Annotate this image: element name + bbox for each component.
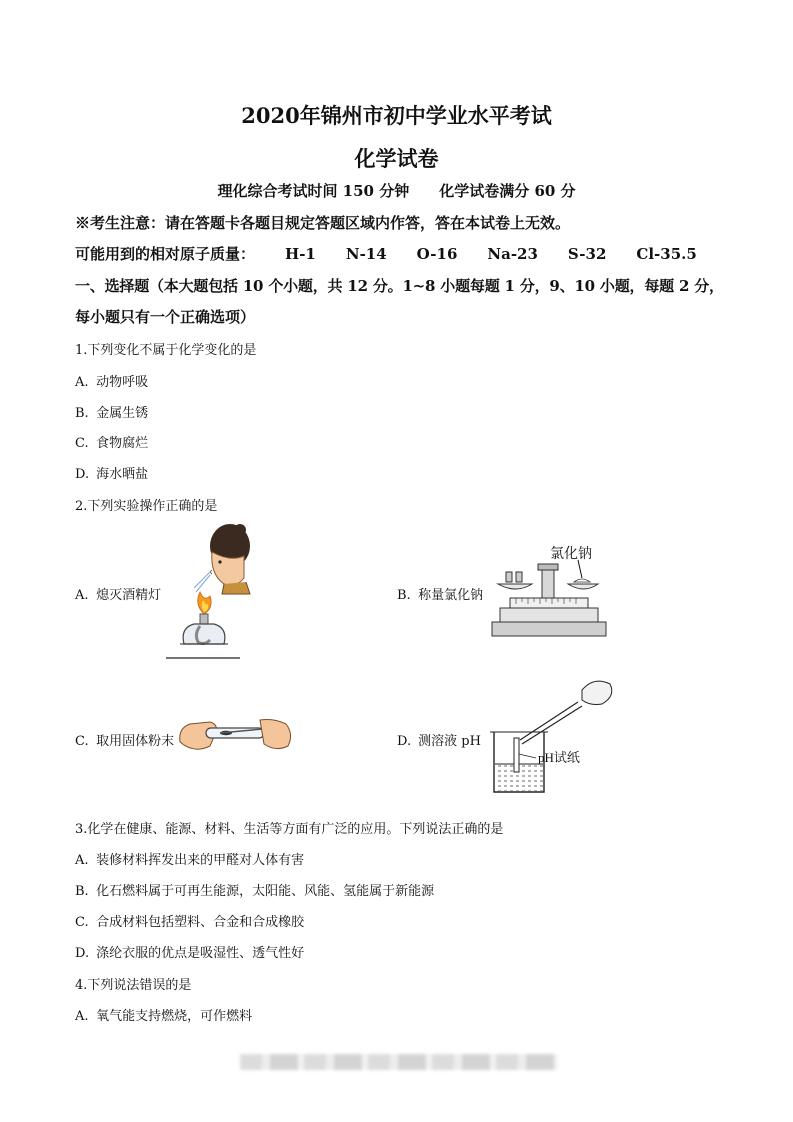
question-stem: 4.下列说法错误的是	[75, 978, 192, 993]
option-label: C.	[75, 734, 89, 749]
ph-test-illustration	[486, 674, 618, 798]
exam-notice: ※考生注意：请在答题卡各题目规定答题区域内作答，答在本试卷上无效。	[75, 214, 571, 232]
test-tube-powder-illustration	[176, 712, 296, 756]
option	[75, 584, 161, 603]
option-text: 装修材料挥发出来的甲醛对人体有害	[96, 853, 305, 868]
mass-item: Cl-35.5	[636, 245, 697, 263]
option-text: 食物腐烂	[96, 436, 149, 451]
option-text: 合成材料包括塑料、合金和合成橡胶	[96, 915, 305, 930]
score-info: 化学试卷满分 60 分	[439, 182, 576, 200]
mass-item: Na-23	[487, 245, 538, 263]
option	[75, 911, 304, 930]
option-label: A.	[75, 853, 89, 868]
question-stem: 3.化学在健康、能源、材料、生活等方面有广泛的应用。下列说法正确的是	[75, 822, 504, 837]
option-label: A.	[75, 375, 89, 390]
option-text: 取用固体粉末	[96, 734, 175, 749]
option-label: A.	[75, 588, 89, 603]
exam-title: 2020年锦州市初中学业水平考试	[241, 103, 552, 128]
option	[75, 371, 148, 390]
option	[75, 880, 434, 899]
option-label: B.	[75, 884, 89, 899]
option-text: 熄灭酒精灯	[96, 588, 162, 603]
option	[75, 432, 148, 451]
exam-info	[0, 180, 793, 201]
option-text: 涤纶衣服的优点是吸湿性、透气性好	[96, 946, 305, 961]
option-text: 氧气能支持燃烧，可作燃料	[96, 1009, 253, 1024]
option-label: B.	[75, 406, 89, 421]
option-text: 测溶液 pH	[418, 734, 481, 749]
option-text: 海水晒盐	[96, 467, 149, 482]
option	[75, 849, 304, 868]
option-text: 化石燃料属于可再生能源，太阳能、风能、氢能属于新能源	[96, 884, 435, 899]
option-label: C.	[75, 915, 89, 930]
option-label: D.	[397, 734, 412, 749]
blurred-footer-watermark	[240, 1054, 558, 1070]
mass-item: H-1	[285, 245, 316, 263]
blowing-out-lamp-illustration	[160, 522, 255, 664]
option	[75, 1005, 252, 1024]
ph-paper-label: pH试纸	[538, 750, 580, 765]
atomic-masses-label: 可能用到的相对原子质量：	[75, 245, 256, 263]
question-stem: 2.下列实验操作正确的是	[75, 499, 218, 514]
section-heading-line2: 每小题只有一个正确选项）	[75, 308, 256, 326]
option-text: 动物呼吸	[96, 375, 149, 390]
option-label: D.	[75, 467, 90, 482]
option	[75, 402, 148, 421]
option-text: 金属生锈	[96, 406, 149, 421]
mass-item: O-16	[416, 245, 458, 263]
option-label: C.	[75, 436, 89, 451]
nacl-label: 氯化钠	[550, 547, 592, 562]
option	[397, 584, 483, 603]
option	[397, 730, 481, 749]
time-info: 理化综合考试时间 150 分钟	[217, 182, 410, 200]
option-text: 称量氯化钠	[418, 588, 484, 603]
atomic-masses	[75, 243, 697, 264]
section-heading-line1: 一、选择题（本大题包括 10 个小题，共 12 分。1~8 小题每题 1 分，9、10 小题，每题 2 分，	[75, 277, 724, 295]
option-label: D.	[75, 946, 90, 961]
mass-item: S-32	[567, 245, 607, 263]
option-label: A.	[75, 1009, 89, 1024]
question-stem: 1.下列变化不属于化学变化的是	[75, 343, 257, 358]
option	[75, 730, 174, 749]
option	[75, 463, 148, 482]
mass-item: N-14	[345, 245, 387, 263]
option	[75, 942, 304, 961]
paper-subtitle: 化学试卷	[354, 146, 439, 171]
option-label: B.	[397, 588, 411, 603]
balance-scale-illustration	[490, 542, 608, 640]
